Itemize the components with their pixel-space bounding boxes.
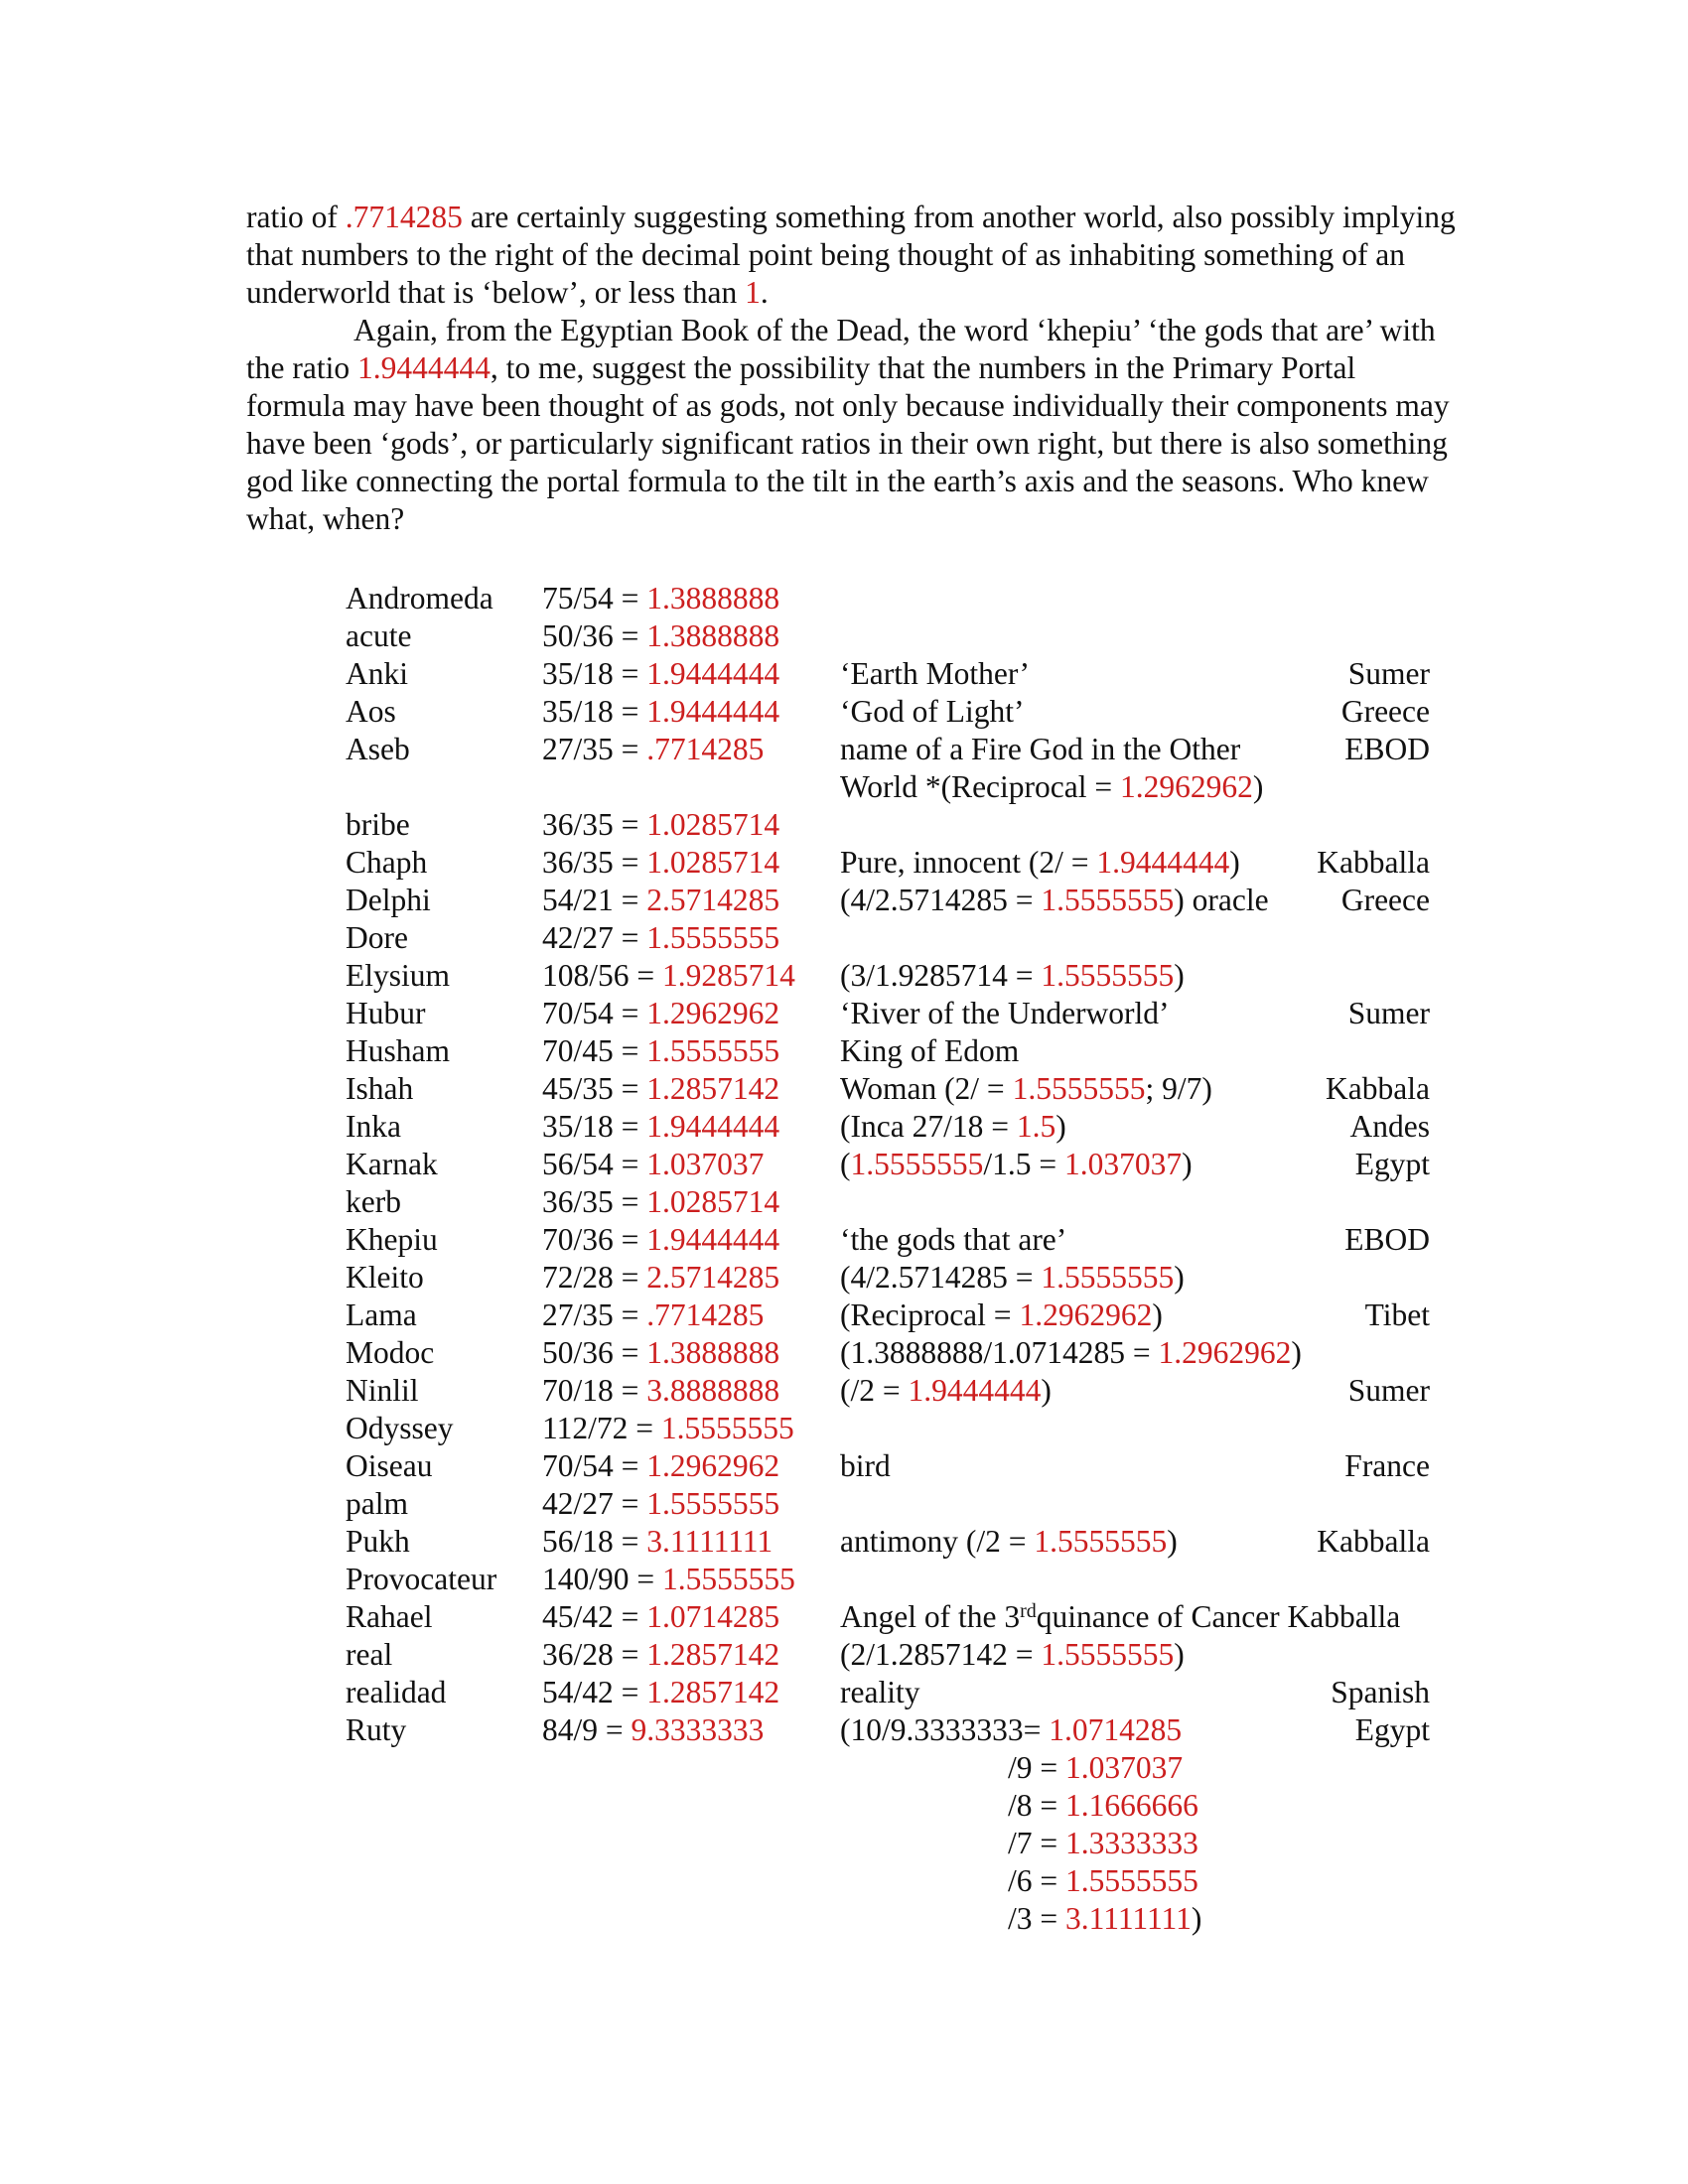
fraction-text: 56/18 = (542, 1524, 647, 1559)
ratio-value: .7714285 (646, 1297, 765, 1332)
note-ratio-value: 1.9444444 (908, 1373, 1042, 1408)
ratio-value: 1.0285714 (646, 807, 780, 842)
note-cell (840, 1221, 1066, 1259)
note-cell (840, 1598, 1400, 1636)
term-cell: Anki (346, 656, 408, 691)
note-text: ) (1167, 1524, 1178, 1559)
note-text: Pure, innocent (2/ = (840, 845, 1097, 880)
ratio-cell (542, 806, 779, 844)
ruty-step (1008, 1749, 1183, 1787)
term-cell: Odyssey (346, 1411, 454, 1445)
note-cell (840, 1032, 1019, 1070)
ratio-cell (542, 1485, 779, 1523)
fraction-text: 140/90 = (542, 1562, 663, 1596)
source-cell: Greece (1340, 883, 1430, 917)
fraction-text: 54/21 = (542, 883, 647, 917)
note-text: ‘River of the Underworld’ (840, 996, 1170, 1030)
fraction-text: 70/36 = (542, 1222, 647, 1257)
ratio-cell (542, 1561, 795, 1598)
note-cell (840, 1636, 1185, 1674)
note-text: reality (840, 1675, 920, 1709)
term-cell: Oiseau (346, 1448, 433, 1483)
fraction-text: 70/45 = (542, 1033, 647, 1068)
step-value: 1.3333333 (1065, 1826, 1198, 1860)
term-cell: Pukh (346, 1524, 410, 1559)
closing-paren: ) (1191, 1901, 1202, 1936)
ruty-step (1008, 1900, 1201, 1938)
ratio-value: 1.3888888 (646, 581, 780, 615)
fraction-text: 42/27 = (542, 1486, 647, 1521)
term-cell: Aos (346, 694, 396, 729)
ratio-value: 1.9444444 (646, 656, 780, 691)
ruty-step (1008, 1862, 1198, 1900)
fraction-text: 36/35 = (542, 807, 647, 842)
ratio-value: 1.5555555 (646, 1486, 780, 1521)
term-cell: Inka (346, 1109, 401, 1144)
note-cell (840, 693, 1024, 731)
fraction-text: 50/36 = (542, 618, 647, 653)
note-text: ) (1291, 1335, 1302, 1370)
term-cell: Lama (346, 1297, 417, 1332)
term-cell: Khepiu (346, 1222, 438, 1257)
note-text: (3/1.9285714 = (840, 958, 1042, 993)
ratio-value: 1.3888888 (646, 1335, 780, 1370)
ratio-value: 1.9285714 (662, 958, 795, 993)
term-cell: Ishah (346, 1071, 414, 1106)
note-text: ) (1229, 845, 1240, 880)
ratio-cell (542, 919, 779, 957)
fraction-text: 108/56 = (542, 958, 663, 993)
ratio-cell (542, 655, 779, 693)
term-cell: palm (346, 1486, 408, 1521)
note-text: (10/9.3333333= (840, 1712, 1050, 1747)
fraction-text: 75/54 = (542, 581, 647, 615)
ratio-cell (542, 1297, 764, 1334)
fraction-text: 45/35 = (542, 1071, 647, 1106)
source-cell: Andes (1349, 1109, 1430, 1144)
ratio-cell (542, 1032, 779, 1070)
source-cell: Kabballa (1317, 1524, 1430, 1559)
ratio-value: 1.2857142 (646, 1675, 780, 1709)
note-text: bird (840, 1448, 891, 1483)
term-cell: Ruty (346, 1712, 407, 1747)
note-cell (840, 1259, 1185, 1297)
fraction-text: 70/18 = (542, 1373, 647, 1408)
note-text: Angel of the 3 (840, 1599, 1021, 1634)
ratio-cell (542, 693, 779, 731)
note-text: ( (840, 1147, 851, 1181)
fraction-text: 27/35 = (542, 732, 647, 766)
note-text: /1.5 = (983, 1147, 1065, 1181)
ratio-cell (542, 731, 764, 768)
note-text: (4/2.5714285 = (840, 883, 1042, 917)
source-cell: Greece (1340, 694, 1430, 729)
ratio-value: 1.5555555 (646, 920, 780, 955)
term-cell: bribe (346, 807, 410, 842)
note-cell (840, 957, 1185, 995)
note-ratio-value: 1.5555555 (850, 1147, 984, 1181)
term-cell: Andromeda (346, 581, 493, 615)
ratio-cell (542, 1108, 779, 1146)
note-text: name of a Fire God in the Other (840, 732, 1241, 766)
note-text: ) (1055, 1109, 1066, 1144)
ratio-value: 1.5555555 (660, 1411, 794, 1445)
note-text: ) (1041, 1373, 1052, 1408)
note-ratio-value: 1.5555555 (1041, 883, 1175, 917)
fraction-text: 54/42 = (542, 1675, 647, 1709)
step-divisor: /3 = (1008, 1901, 1066, 1936)
note-text: quinance of Cancer Kabballa (1036, 1599, 1401, 1634)
ratio-value: 1.3888888 (646, 618, 780, 653)
ratio-value: 2.5714285 (646, 1260, 780, 1295)
note-cell (840, 655, 1030, 693)
term-cell: Hubur (346, 996, 426, 1030)
step-divisor: /8 = (1008, 1788, 1066, 1823)
step-value: 3.1111111 (1065, 1901, 1192, 1936)
ratio-value: 1.0285714 (646, 1184, 780, 1219)
source-cell: France (1344, 1448, 1430, 1483)
ratio-value: 1.9444444 (646, 1109, 780, 1144)
source-cell: EBOD (1344, 732, 1430, 766)
note-ratio-value: 1.2962962 (1019, 1297, 1153, 1332)
fraction-text: 56/54 = (542, 1147, 647, 1181)
ratio-value: .7714285 (646, 732, 765, 766)
ratio-value: 1.2962962 (646, 1448, 780, 1483)
note-text: ‘God of Light’ (840, 694, 1025, 729)
fraction-text: 84/9 = (542, 1712, 632, 1747)
fraction-text: 35/18 = (542, 656, 647, 691)
fraction-text: 50/36 = (542, 1335, 647, 1370)
ratio-value: 1.0714285 (646, 1599, 780, 1634)
ratio-cell (542, 1221, 779, 1259)
term-cell: Husham (346, 1033, 450, 1068)
ratio-value: 1.2962962 (646, 996, 780, 1030)
fraction-text: 36/28 = (542, 1637, 647, 1672)
note-cell (840, 1523, 1178, 1561)
ratio-cell (542, 1711, 764, 1749)
term-cell: Provocateur (346, 1562, 497, 1596)
ratio-value: 1.037037 (646, 1147, 765, 1181)
ratio-value: 2.5714285 (646, 883, 780, 917)
step-divisor: /6 = (1008, 1863, 1066, 1898)
ratio-value: 1.9444444 (646, 1222, 780, 1257)
source-cell: Egypt (1354, 1147, 1430, 1181)
fraction-text: 36/35 = (542, 1184, 647, 1219)
superscript: rd (1020, 1600, 1037, 1622)
ratio-value: 9.3333333 (631, 1712, 765, 1747)
ratio-value: 3.8888888 (646, 1373, 780, 1408)
ruty-step (1008, 1787, 1198, 1825)
note-text: ) (1182, 1147, 1193, 1181)
fraction-text: 112/72 = (542, 1411, 661, 1445)
note-ratio-value: 1.5 (1016, 1109, 1056, 1144)
ratio-cell (542, 1146, 764, 1183)
note-text: ) (1174, 958, 1185, 993)
note-cell (840, 1711, 1182, 1749)
source-cell: Tibet (1364, 1297, 1430, 1332)
term-cell: acute (346, 618, 412, 653)
note-cell (840, 1297, 1163, 1334)
note-text: ‘the gods that are’ (840, 1222, 1067, 1257)
ratio-cell (542, 580, 779, 617)
note-text: (2/1.2857142 = (840, 1637, 1042, 1672)
note-ratio-value: 1.5555555 (1034, 1524, 1168, 1559)
note-ratio-value: 1.0714285 (1049, 1712, 1183, 1747)
step-value: 1.1666666 (1065, 1788, 1198, 1823)
step-value: 1.5555555 (1065, 1863, 1198, 1898)
fraction-text: 70/54 = (542, 1448, 647, 1483)
ratio-cell (542, 1598, 779, 1636)
note-text: (/2 = (840, 1373, 909, 1408)
ratio-value: 1.5555555 (646, 1033, 780, 1068)
note-cell (840, 1674, 919, 1711)
note-text: (Inca 27/18 = (840, 1109, 1017, 1144)
note-text: ) (1174, 1637, 1185, 1672)
note-ratio-value: 1.2962962 (1120, 769, 1253, 804)
source-cell: EBOD (1344, 1222, 1430, 1257)
note-ratio-value: 1.5555555 (1012, 1071, 1146, 1106)
source-cell: Kabballa (1317, 845, 1430, 880)
ruty-step (1008, 1825, 1198, 1862)
note-cell (840, 1108, 1066, 1146)
fraction-text: 27/35 = (542, 1297, 647, 1332)
term-cell: kerb (346, 1184, 401, 1219)
fraction-text: 72/28 = (542, 1260, 647, 1295)
fraction-text: 70/54 = (542, 996, 647, 1030)
ratio-value: 1.2857142 (646, 1071, 780, 1106)
note-cell (840, 1334, 1302, 1372)
note-text: (1.3888888/1.0714285 = (840, 1335, 1159, 1370)
term-cell: Delphi (346, 883, 431, 917)
note-text: antimony (/2 = (840, 1524, 1035, 1559)
note-cell (840, 768, 1263, 806)
note-cell (840, 1372, 1052, 1410)
term-cell: Dore (346, 920, 408, 955)
source-cell: Sumer (1347, 996, 1430, 1030)
note-ratio-value: 1.037037 (1064, 1147, 1183, 1181)
source-cell: Egypt (1354, 1712, 1430, 1747)
paragraph-khepiu: Again, from the Egyptian Book of the Dead, the word ‘khepiu’ ‘the gods that are’ with the ratio 1.9444444, to me, suggest the possibility that the numbers in the Primary Portal formula may have been thought of as gods, not only because individually their components may have been ‘gods’, or particularly significant ratios in their own right, but there is also something god like connecting the portal formula to the tilt in the earth’s axis and the seasons. Who knew what, when? (246, 313, 1450, 536)
term-cell: real (346, 1637, 393, 1672)
ratio-cell (542, 1259, 779, 1297)
ratio-value: 1.0285714 (646, 845, 780, 880)
note-text: World *(Reciprocal = (840, 769, 1121, 804)
ratio-cell (542, 1674, 779, 1711)
term-cell: Ninlil (346, 1373, 419, 1408)
ratio-cell (542, 882, 779, 919)
note-ratio-value: 1.5555555 (1041, 1260, 1175, 1295)
term-cell: Rahael (346, 1599, 433, 1634)
fraction-text: 36/35 = (542, 845, 647, 880)
fraction-text: 45/42 = (542, 1599, 647, 1634)
term-cell: Kleito (346, 1260, 424, 1295)
note-ratio-value: 1.2962962 (1158, 1335, 1292, 1370)
ratio-value: 1.9444444 (646, 694, 780, 729)
source-cell: Sumer (1347, 1373, 1430, 1408)
step-divisor: /7 = (1008, 1826, 1066, 1860)
term-cell: Chaph (346, 845, 428, 880)
source-cell: Kabbala (1326, 1071, 1430, 1106)
ratio-cell (542, 1410, 794, 1447)
note-text: (Reciprocal = (840, 1297, 1020, 1332)
term-cell: realidad (346, 1675, 447, 1709)
note-text: (4/2.5714285 = (840, 1260, 1042, 1295)
source-cell: Sumer (1347, 656, 1430, 691)
note-text: ) (1252, 769, 1264, 804)
term-cell: Elysium (346, 958, 451, 993)
ratio-cell (542, 617, 779, 655)
ratio-cell (542, 1334, 779, 1372)
note-text: King of Edom (840, 1033, 1020, 1068)
fraction-text: 35/18 = (542, 1109, 647, 1144)
note-text: ) (1152, 1297, 1163, 1332)
note-text: ) oracle (1174, 883, 1269, 917)
note-text: ) (1174, 1260, 1185, 1295)
note-text: ‘Earth Mother’ (840, 656, 1030, 691)
ratio-value: 3.1111111 (646, 1524, 774, 1559)
ratio-cell (542, 1636, 779, 1674)
ratio-cell (542, 1183, 779, 1221)
ratio-cell (542, 1070, 779, 1108)
ratio-cell (542, 957, 795, 995)
note-ratio-value: 1.9444444 (1096, 845, 1230, 880)
note-ratio-value: 1.5555555 (1041, 958, 1175, 993)
note-text: ; 9/7) (1145, 1071, 1212, 1106)
source-cell: Spanish (1331, 1675, 1430, 1709)
term-cell: Modoc (346, 1335, 435, 1370)
term-cell: Aseb (346, 732, 410, 766)
step-value: 1.037037 (1065, 1750, 1184, 1785)
ratio-cell (542, 995, 779, 1032)
note-text: Woman (2/ = (840, 1071, 1013, 1106)
ratio-cell (542, 1372, 779, 1410)
paragraph-intro: ratio of .7714285 are certainly suggesting something from another world, also possibly implying that numbers to the right of the decimal point being thought of as inhabiting something of an underworld that is ‘below’, or less than 1. (246, 200, 1456, 310)
note-cell (840, 1447, 891, 1485)
ratio-cell (542, 1523, 773, 1561)
fraction-text: 42/27 = (542, 920, 647, 955)
fraction-text: 35/18 = (542, 694, 647, 729)
ratio-cell (542, 844, 779, 882)
ratio-value: 1.5555555 (662, 1562, 795, 1596)
ratio-cell (542, 1447, 779, 1485)
note-ratio-value: 1.5555555 (1041, 1637, 1175, 1672)
term-cell: Karnak (346, 1147, 438, 1181)
note-cell (840, 995, 1170, 1032)
step-divisor: /9 = (1008, 1750, 1066, 1785)
ratio-value: 1.2857142 (646, 1637, 780, 1672)
